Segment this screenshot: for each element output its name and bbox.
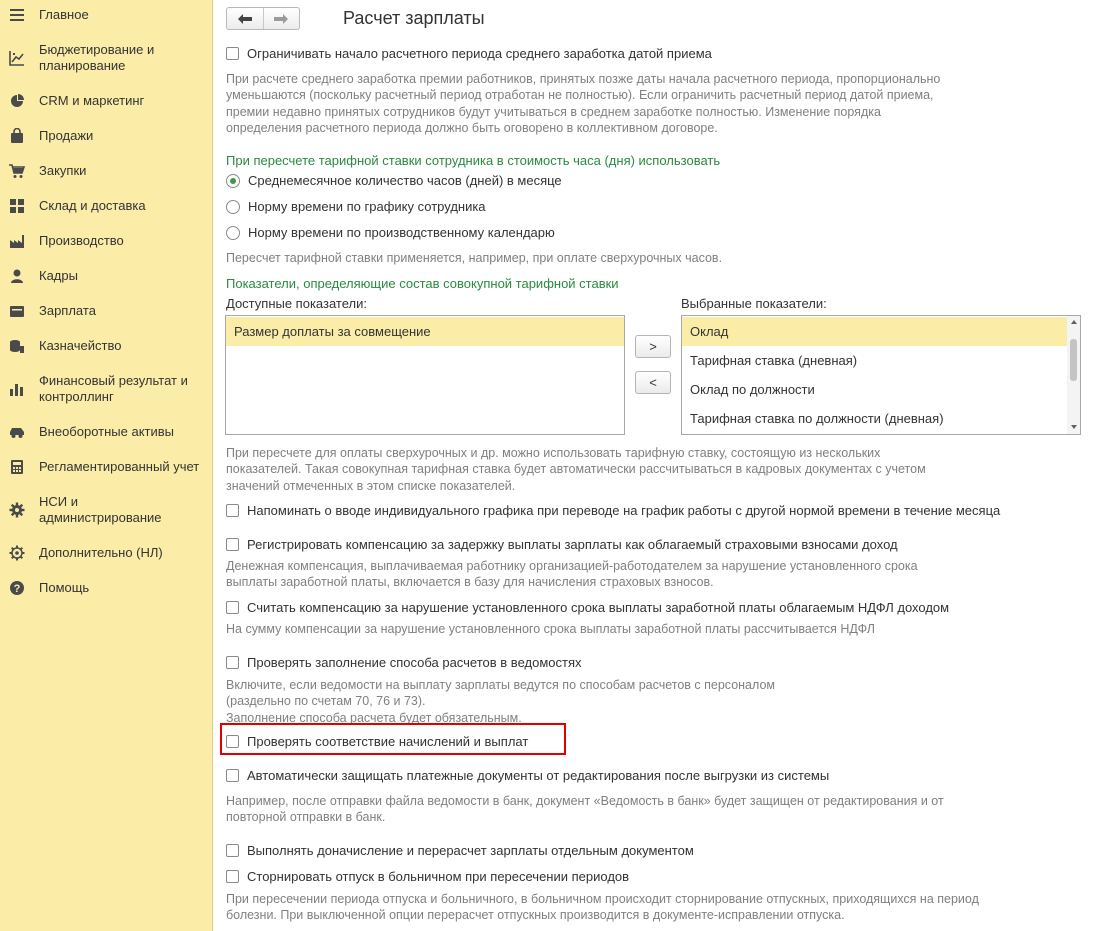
sidebar-item-label: Бюджетирование и планирование (39, 42, 155, 73)
sidebar-item-label: Финансовый результат и контроллинг (39, 373, 188, 404)
sidebar-item-label: Регламентированный учет (39, 459, 200, 474)
sidebar-item-label: Кадры (39, 268, 78, 283)
sidebar-item-label: Продажи (39, 128, 94, 143)
protect-documents-checkbox-row[interactable] (226, 768, 829, 783)
arrow-left-icon (237, 13, 253, 25)
sidebar-item-label: НСИ и администрирование (39, 494, 162, 525)
sidebar-item-treasury[interactable] (0, 338, 212, 354)
reverse-vacation-checkbox-row[interactable] (226, 869, 629, 884)
separate-recalc-checkbox-row[interactable] (226, 843, 694, 858)
remind-schedule-checkbox-row[interactable] (226, 503, 1000, 518)
check-payment-method-checkbox-row[interactable] (226, 655, 581, 670)
ndfl-compensation-checkbox[interactable] (226, 601, 239, 614)
remove-indicator-button[interactable]: < (635, 371, 671, 394)
sidebar-item-financial-result[interactable] (0, 373, 212, 405)
check-payment-method-hint: Включите, если ведомости на выплату зарплаты ведутся по способам расчетов с персоналом (раздельно по счетам 70, 76 и 73). Заполнение способа расчета будет обязательным. (226, 678, 775, 725)
radio-label: Норму времени по производственному календарю (248, 225, 555, 240)
sidebar-item-regulated-accounting[interactable] (0, 459, 212, 475)
radio-label: Норму времени по графику сотрудника (248, 199, 486, 214)
selected-indicators-list[interactable] (681, 315, 1081, 435)
limit-period-label: Ограничивать начало расчетного периода среднего заработка датой приема (247, 46, 712, 61)
back-button[interactable] (227, 8, 263, 29)
separate-recalc-label: Выполнять доначисление и перерасчет зарплаты отдельным документом (247, 843, 694, 858)
add-indicator-button[interactable]: > (635, 335, 671, 358)
menu-lines-icon (9, 7, 25, 23)
remind-schedule-checkbox[interactable] (226, 504, 239, 517)
register-compensation-checkbox-row[interactable] (226, 537, 898, 552)
list-item[interactable]: Тарифная ставка (дневная) (690, 353, 858, 368)
arrow-right-icon (273, 13, 289, 25)
list-item[interactable]: Размер доплаты за совмещение (226, 317, 624, 346)
sidebar-item-label: Зарплата (39, 303, 96, 318)
sidebar-item-salary[interactable] (0, 303, 212, 319)
limit-period-checkbox[interactable] (226, 47, 239, 60)
list-scrollbar[interactable] (1067, 316, 1080, 434)
available-indicators-list[interactable] (225, 315, 625, 435)
sidebar-item-sales[interactable] (0, 128, 212, 144)
wallet-icon (9, 303, 25, 319)
reverse-vacation-label: Сторнировать отпуск в больничном при пересечении периодов (247, 869, 630, 884)
rate-hint: Пересчет тарифной ставки применяется, например, при оплате сверхурочных часов. (226, 251, 723, 265)
limit-period-checkbox-row[interactable] (226, 46, 712, 61)
scroll-down-arrow-icon[interactable] (1071, 425, 1077, 429)
sidebar-item-production[interactable] (0, 233, 212, 249)
indicators-hint: При пересчете для оплаты сверхурочных и др. можно использовать тарифную ставку, состоящую из нескольких показателей. Такая совокупная тарифная ставка будет автоматически рассчитываться в кадровых документах с учетом значений отмеченных в этом списке показателей. (226, 446, 926, 493)
sidebar-item-label: Помощь (39, 580, 90, 595)
sidebar-item-fixed-assets[interactable] (0, 424, 212, 440)
sidebar-item-label: CRM и маркетинг (39, 93, 145, 108)
help-icon (9, 580, 25, 596)
shopping-bag-icon (9, 128, 25, 144)
sidebar-item-admin[interactable] (0, 494, 212, 526)
reverse-vacation-checkbox[interactable] (226, 870, 239, 883)
sidebar-item-label: Казначейство (39, 338, 122, 353)
page-title: Расчет зарплаты (343, 8, 485, 28)
sidebar-item-label: Дополнительно (НЛ) (39, 545, 163, 560)
sidebar-item-purchases[interactable] (0, 163, 212, 179)
rate-section-title: При пересчете тарифной ставки сотрудника в стоимость часа (дня) использовать (226, 153, 721, 168)
pie-chart-icon (9, 93, 25, 109)
warehouse-grid-icon (9, 198, 25, 214)
limit-period-hint: При расчете среднего заработка премии работников, принятых позже даты начала расчетного периода, пропорционально уменьшаются (поскольку расчетный период отработан не полностью). Если ограничить расчетный период датой приема, премии недавно принятых сотрудников будут учитываться в среднем заработке полностью. Изменение порядка определения расчетного периода должно быть оговорено в коллективном договоре. (226, 72, 941, 136)
sidebar-item-label: Закупки (39, 163, 87, 178)
available-indicators-label: Доступные показатели: (226, 296, 367, 311)
forward-button[interactable] (263, 8, 300, 29)
coins-icon (9, 338, 25, 354)
gear-icon (9, 502, 25, 518)
calculator-icon (9, 459, 25, 475)
reverse-vacation-hint: При пересечении периода отпуска и больничного, в больничном происходит сторнирование отпускных, приходящихся на период болезни. При выключенной опции перерасчет отпускных производится в документе-исправлении отпуска. (226, 892, 979, 923)
bar-chart-icon (9, 381, 25, 397)
sidebar (0, 0, 213, 931)
sidebar-item-label: Склад и доставка (39, 198, 146, 213)
protect-documents-hint: Например, после отправки файла ведомости в банк, документ «Ведомость в банк» будет защищен от редактирования и от повторной отправки в банк. (226, 794, 944, 825)
rate-radio-production-calendar[interactable] (226, 225, 555, 240)
sidebar-item-hr[interactable] (0, 268, 212, 284)
check-payment-method-checkbox[interactable] (226, 656, 239, 669)
register-compensation-hint: Денежная компенсация, выплачиваемая работнику организацией-работодателем за нарушение установленного срока выплаты заработной платы, включается в базу для начисления страховых взносов. (226, 559, 918, 590)
list-item[interactable]: Оклад по должности (690, 382, 815, 397)
list-item[interactable]: Тарифная ставка по должности (дневная) (690, 411, 944, 426)
protect-documents-label: Автоматически защищать платежные документы от редактирования после выгрузки из системы (247, 768, 830, 783)
scroll-thumb[interactable] (1070, 339, 1077, 381)
sidebar-item-label: Внеоборотные активы (39, 424, 175, 439)
sidebar-item-main[interactable] (0, 7, 212, 23)
budget-chart-icon (9, 50, 25, 66)
check-accruals-label: Проверять соответствие начислений и выплат (247, 734, 529, 749)
sidebar-item-additional[interactable] (0, 545, 212, 561)
radio-label: Среднемесячное количество часов (дней) в месяце (248, 173, 562, 188)
sidebar-item-warehouse[interactable] (0, 198, 212, 214)
car-icon (9, 424, 25, 440)
check-payment-method-label: Проверять заполнение способа расчетов в ведомостях (247, 655, 582, 670)
factory-icon (9, 233, 25, 249)
register-compensation-label: Регистрировать компенсацию за задержку выплаты зарплаты как облагаемый страховыми взносами доход (247, 537, 898, 552)
indicators-section-title: Показатели, определяющие состав совокупной тарифной ставки (226, 276, 619, 291)
ndfl-compensation-hint: На сумму компенсации за нарушение установленного срока выплаты заработной платы рассчитывается НДФЛ (226, 622, 875, 636)
check-accruals-checkbox-row[interactable] (226, 734, 528, 749)
radio-button[interactable] (226, 200, 240, 214)
register-compensation-checkbox[interactable] (226, 538, 239, 551)
gear-outline-icon (9, 545, 25, 561)
person-icon (9, 268, 25, 284)
selected-indicators-label: Выбранные показатели: (681, 296, 827, 311)
sidebar-item-label: Главное (39, 7, 89, 22)
remind-schedule-label: Напоминать о вводе индивидуального графика при переводе на график работы с другой нормой времени в течение месяца (247, 503, 1001, 518)
separate-recalc-checkbox[interactable] (226, 844, 239, 857)
sidebar-item-label: Производство (39, 233, 124, 248)
scroll-up-arrow-icon[interactable] (1071, 320, 1077, 324)
sidebar-item-crm[interactable] (0, 93, 212, 109)
rate-radio-employee-schedule[interactable] (226, 199, 486, 214)
svg-text:?: ? (13, 583, 21, 595)
history-nav (226, 7, 300, 30)
main-content (213, 0, 1113, 931)
radio-button[interactable] (226, 226, 240, 240)
protect-documents-checkbox[interactable] (226, 769, 239, 782)
radio-button[interactable] (226, 174, 240, 188)
ndfl-compensation-label: Считать компенсацию за нарушение установленного срока выплаты заработной платы облагаемым НДФЛ доходом (247, 600, 950, 615)
rate-radio-average-month[interactable] (226, 173, 562, 188)
sidebar-item-help[interactable] (0, 580, 212, 596)
shopping-cart-icon (9, 163, 25, 179)
list-item[interactable]: Оклад (682, 317, 1067, 346)
sidebar-item-budgeting[interactable] (0, 42, 212, 74)
ndfl-compensation-checkbox-row[interactable] (226, 600, 949, 615)
check-accruals-checkbox[interactable] (226, 735, 239, 748)
